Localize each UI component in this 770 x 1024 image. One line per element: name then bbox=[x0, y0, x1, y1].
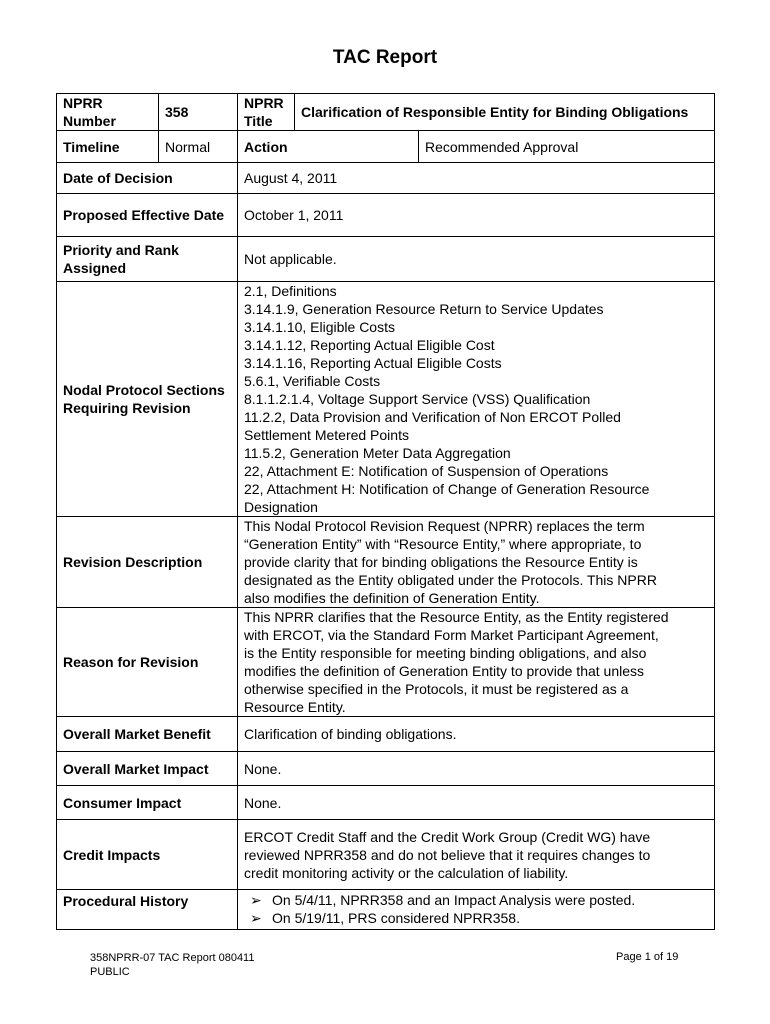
nprr-title-value: Clarification of Responsible Entity for Binding Obligations bbox=[295, 94, 715, 131]
page-title: TAC Report bbox=[332, 47, 438, 68]
row-revision-description bbox=[57, 517, 715, 608]
section-item: 3.14.1.9, Generation Resource Return to Service Updates bbox=[244, 301, 604, 317]
text-line: “Generation Entity” with “Resource Entity,” where appropriate, to bbox=[244, 536, 642, 552]
row-procedural-history bbox=[57, 890, 715, 930]
date-of-decision-label: Date of Decision bbox=[57, 163, 238, 194]
history-item-text: On 5/4/11, NPRR358 and an Impact Analysis were posted. bbox=[272, 892, 636, 908]
row-nodal-sections bbox=[57, 282, 715, 517]
footer-doc-info bbox=[90, 951, 254, 979]
consumer-impact-value: None. bbox=[238, 786, 715, 820]
overall-market-impact-value: None. bbox=[238, 752, 715, 786]
revision-description-label: Revision Description bbox=[57, 517, 238, 608]
header-row-nprr bbox=[57, 94, 715, 131]
reason-for-revision-label: Reason for Revision bbox=[57, 608, 238, 717]
procedural-history-list bbox=[238, 890, 715, 930]
row-overall-market-impact bbox=[57, 752, 715, 786]
section-item: 5.6.1, Verifiable Costs bbox=[244, 373, 381, 389]
nprr-title-label: NPRR Title bbox=[238, 94, 295, 131]
text-line: reviewed NPRR358 and do not believe that it requires changes to bbox=[244, 846, 651, 863]
row-proposed-effective-date bbox=[57, 194, 715, 237]
text-line: otherwise specified in the Protocols, it must be registered as a bbox=[244, 681, 629, 697]
section-item: 3.14.1.16, Reporting Actual Eligible Costs bbox=[244, 355, 502, 371]
credit-impacts-label: Credit Impacts bbox=[57, 820, 238, 890]
section-item: 11.2.2, Data Provision and Verification of Non ERCOT Polled bbox=[244, 409, 621, 425]
row-date-of-decision bbox=[57, 163, 715, 194]
arrow-bullet-icon: ➢ bbox=[250, 910, 262, 926]
text-line: modifies the definition of Generation Entity to provide that unless bbox=[244, 663, 645, 679]
history-item bbox=[244, 909, 708, 927]
nprr-number-label: NPRR Number bbox=[57, 94, 159, 131]
section-item: Settlement Metered Points bbox=[244, 427, 409, 443]
section-item: 3.14.1.10, Eligible Costs bbox=[244, 319, 395, 335]
credit-impacts-text bbox=[238, 820, 715, 890]
header-row-timeline bbox=[57, 131, 715, 163]
history-item-text: On 5/19/11, PRS considered NPRR358. bbox=[272, 910, 520, 926]
reason-for-revision-text bbox=[238, 608, 715, 717]
text-line: Resource Entity. bbox=[244, 699, 346, 715]
procedural-history-label: Procedural History bbox=[57, 890, 238, 930]
section-item: 22, Attachment H: Notification of Change of Generation Resource bbox=[244, 481, 650, 497]
nprr-number-value: 358 bbox=[159, 94, 238, 131]
row-credit-impacts bbox=[57, 820, 715, 890]
section-item: 22, Attachment E: Notification of Suspension of Operations bbox=[244, 463, 609, 479]
row-consumer-impact bbox=[57, 786, 715, 820]
section-item: 11.5.2, Generation Meter Data Aggregation bbox=[244, 445, 511, 461]
text-line: also modifies the definition of Generation Entity. bbox=[244, 590, 540, 606]
text-line: provide clarity that for binding obligations the Resource Entity is bbox=[244, 554, 638, 570]
report-table bbox=[56, 93, 715, 930]
overall-market-benefit-label: Overall Market Benefit bbox=[57, 717, 238, 752]
proposed-effective-date-label: Proposed Effective Date bbox=[57, 194, 238, 237]
section-item: 3.14.1.12, Reporting Actual Eligible Cost bbox=[244, 337, 495, 353]
consumer-impact-label: Consumer Impact bbox=[57, 786, 238, 820]
overall-market-benefit-value: Clarification of binding obligations. bbox=[238, 717, 715, 752]
text-line: is the Entity responsible for meeting binding obligations, and also bbox=[244, 645, 647, 661]
text-line: credit monitoring activity or the calculation of liability. bbox=[244, 864, 569, 881]
row-overall-market-benefit bbox=[57, 717, 715, 752]
section-item: Designation bbox=[244, 499, 318, 515]
section-item: 2.1, Definitions bbox=[244, 283, 337, 299]
priority-and-rank-value: Not applicable. bbox=[238, 237, 715, 282]
history-item bbox=[244, 891, 708, 909]
text-line: This NPRR clarifies that the Resource Entity, as the Entity registered bbox=[244, 609, 669, 625]
revision-description-text bbox=[238, 517, 715, 608]
nodal-sections-label: Nodal Protocol Sections Requiring Revision bbox=[57, 282, 238, 517]
priority-and-rank-label: Priority and Rank Assigned bbox=[57, 237, 238, 282]
footer-classification: PUBLIC bbox=[90, 966, 130, 978]
section-item: 8.1.1.2.1.4, Voltage Support Service (VSS) Qualification bbox=[244, 391, 591, 407]
timeline-label: Timeline bbox=[57, 131, 159, 163]
date-of-decision-value: August 4, 2011 bbox=[238, 163, 715, 194]
overall-market-impact-label: Overall Market Impact bbox=[57, 752, 238, 786]
text-line: designated as the Entity obligated under the Protocols. This NPRR bbox=[244, 572, 657, 588]
footer-page-number: Page 1 of 19 bbox=[616, 951, 679, 963]
action-value: Recommended Approval bbox=[419, 131, 715, 163]
arrow-bullet-icon: ➢ bbox=[250, 892, 262, 908]
row-reason-for-revision bbox=[57, 608, 715, 717]
proposed-effective-date-value: October 1, 2011 bbox=[238, 194, 715, 237]
timeline-value: Normal bbox=[159, 131, 238, 163]
text-line: This Nodal Protocol Revision Request (NPRR) replaces the term bbox=[244, 518, 645, 534]
row-priority-and-rank bbox=[57, 237, 715, 282]
footer-doc-id: 358NPRR-07 TAC Report 080411 bbox=[90, 952, 255, 964]
nodal-sections-list bbox=[238, 282, 715, 517]
action-label: Action bbox=[238, 131, 419, 163]
text-line: ERCOT Credit Staff and the Credit Work Group (Credit WG) have bbox=[244, 828, 651, 845]
text-line: with ERCOT, via the Standard Form Market Participant Agreement, bbox=[244, 627, 659, 643]
